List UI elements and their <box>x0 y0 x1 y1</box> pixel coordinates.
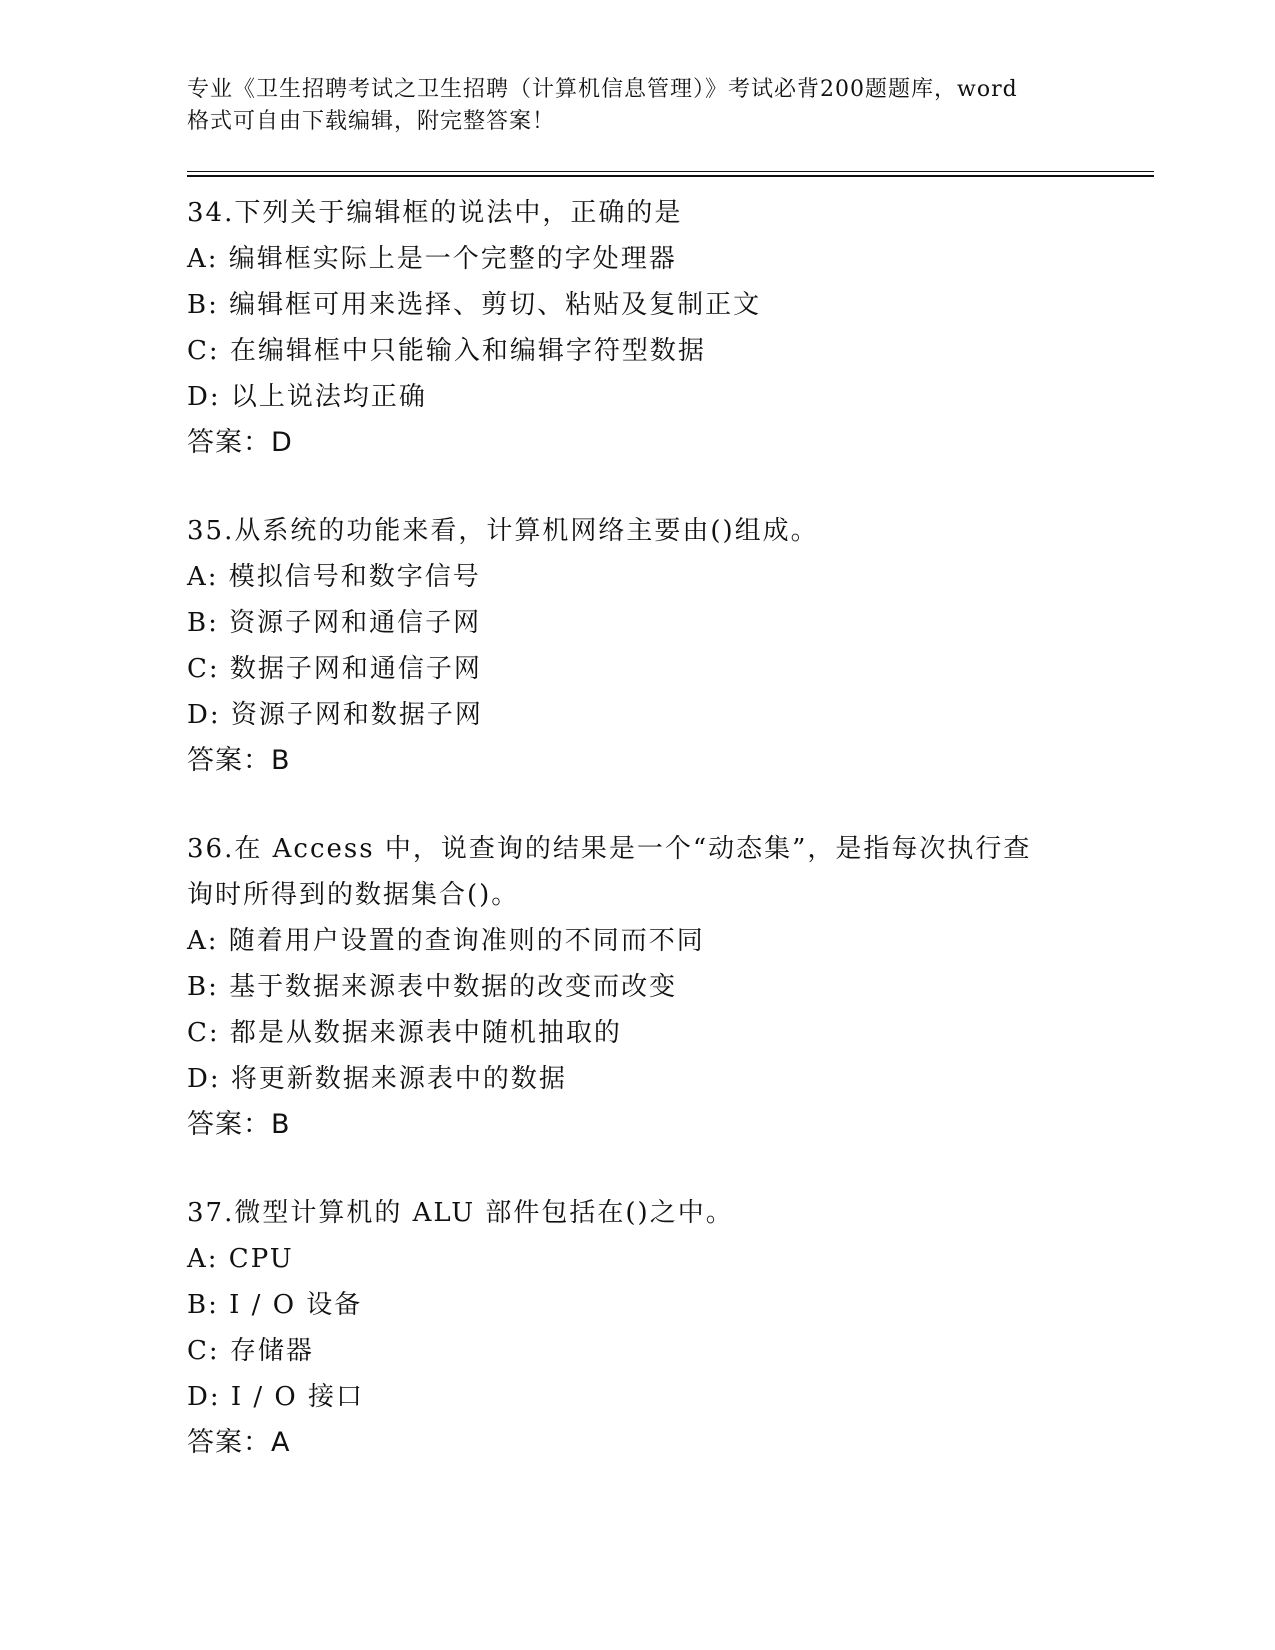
option-b: B: I / O 设备 <box>187 1290 363 1320</box>
option-d: D: I / O 接口 <box>187 1382 365 1412</box>
answer-line: 答案：D <box>187 427 293 458</box>
question-stem: 37.微型计算机的 ALU 部件包括在()之中。 <box>187 1198 734 1228</box>
question-stem: 34.下列关于编辑框的说法中，正确的是 <box>187 198 683 228</box>
option-c: C: 在编辑框中只能输入和编辑字符型数据 <box>187 336 706 366</box>
option-d: D: 以上说法均正确 <box>187 382 427 412</box>
question-stem: 35.从系统的功能来看，计算机网络主要由()组成。 <box>187 516 819 546</box>
question-list <box>187 190 1087 1508</box>
header-line-1: 专业《卫生招聘考试之卫生招聘（计算机信息管理）》考试必背200题题库，word <box>187 77 1018 102</box>
option-a: A: CPU <box>187 1244 294 1274</box>
answer-line: 答案：B <box>187 745 291 776</box>
option-b: B: 资源子网和通信子网 <box>187 608 482 638</box>
question-35 <box>187 508 1087 784</box>
option-b: B: 基于数据来源表中数据的改变而改变 <box>187 972 678 1002</box>
header-divider-bottom <box>187 175 1154 177</box>
option-c: C: 数据子网和通信子网 <box>187 654 482 684</box>
question-stem-line-1: 36.在 Access 中，说查询的结果是一个“动态集”，是指每次执行查 <box>187 834 1032 864</box>
option-d: D: 将更新数据来源表中的数据 <box>187 1064 567 1094</box>
answer-line: 答案：A <box>187 1427 291 1458</box>
option-a: A: 随着用户设置的查询准则的不同而不同 <box>187 926 705 956</box>
document-header <box>187 74 1087 138</box>
question-36 <box>187 826 1087 1148</box>
header-line-2: 格式可自由下载编辑，附完整答案！ <box>187 109 556 134</box>
option-c: C: 存储器 <box>187 1336 314 1366</box>
question-37 <box>187 1190 1087 1466</box>
option-b: B: 编辑框可用来选择、剪切、粘贴及复制正文 <box>187 290 762 320</box>
question-34 <box>187 190 1087 466</box>
header-divider-top <box>187 171 1154 172</box>
option-a: A: 模拟信号和数字信号 <box>187 562 481 592</box>
option-c: C: 都是从数据来源表中随机抽取的 <box>187 1018 622 1048</box>
option-a: A: 编辑框实际上是一个完整的字处理器 <box>187 244 677 274</box>
question-stem-line-2: 询时所得到的数据集合()。 <box>187 880 520 910</box>
option-d: D: 资源子网和数据子网 <box>187 700 483 730</box>
answer-line: 答案：B <box>187 1109 291 1140</box>
